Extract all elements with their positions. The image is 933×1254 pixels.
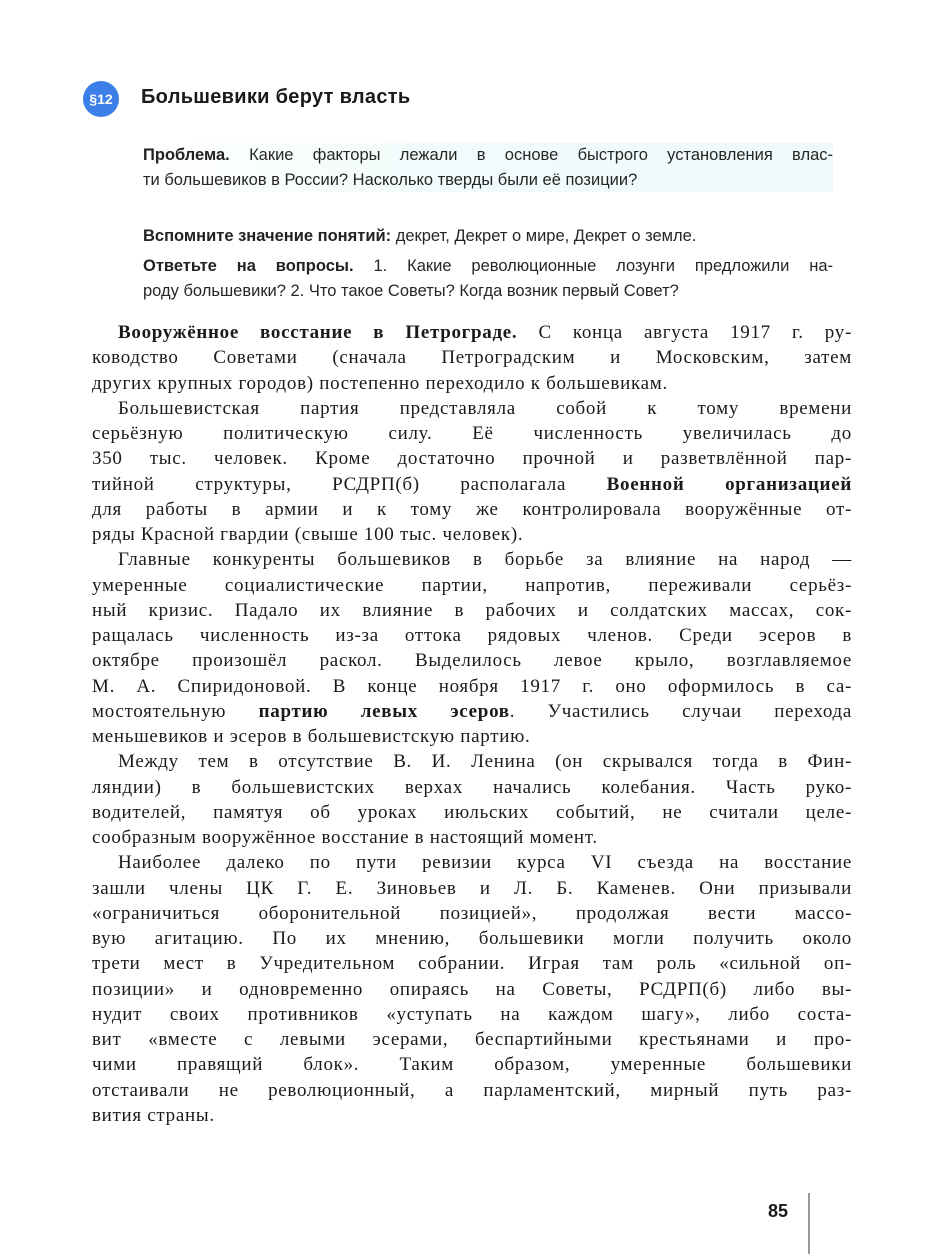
text-segment: серьёзную политическую силу. Её численность увеличилась до [92,423,852,444]
text-line [92,977,852,1002]
problem-line: ти большевиков в России? Насколько тверды были её позиции? [143,170,638,189]
text-line [92,623,852,648]
margin-rule [808,1193,810,1254]
text-segment: С конца августа 1917 г. ру- [517,322,852,343]
text-segment: вит «вместе с левыми эсерами, беспартийными крестьянами и про- [92,1029,852,1050]
text-segment: мостоятельную [92,700,259,722]
text-segment: других крупных городов) постепенно переходило к большевикам. [92,372,668,394]
text-line [92,775,852,800]
text-segment: вития страны. [92,1104,215,1126]
text-line [92,800,852,825]
text-segment: ный кризис. Падало их влияние в рабочих и солдатских массах, сок- [92,599,852,621]
recall-line [143,224,833,249]
text-segment: октябре произошёл раскол. Выделилось левое крыло, возглавляемое [92,650,852,672]
text-segment: меньшевиков и эсеров в большевистскую партию. [92,726,531,747]
questions-label: Ответьте на вопросы. [143,257,354,275]
text-line [92,320,852,345]
text-segment: М. А. Спиридоновой. В конце ноября 1917 г. оно оформилось в са- [92,675,852,697]
bold-term: партию левых эсеров [258,700,510,722]
text-segment: чими правящий блок». Таким образом, умеренные большевики [92,1054,852,1076]
text-line [92,371,852,396]
text-segment: 350 тыс. человек. Кроме достаточно прочной и разветвлённой пар- [92,448,852,470]
text-line [92,749,852,774]
text-line [92,825,852,850]
text-segment: позиции» и одновременно опираясь на Советы, РСДРП(б) либо вы- [92,978,852,1000]
paragraph [92,850,852,1128]
paragraph [92,320,852,396]
text-segment: трети мест в Учредительном собрании. Играя там роль «сильной оп- [92,953,852,975]
text-segment: ряды Красной гвардии (свыше 100 тыс. человек). [92,524,524,545]
text-line [92,1103,852,1128]
text-segment: вую агитацию. По их мнению, большевики могли получить около [92,928,852,949]
text-segment: ращалась численность из-за оттока рядовых членов. Среди эсеров в [92,625,852,646]
paragraph [92,547,852,749]
recall-block [143,224,833,249]
text-line [92,724,852,749]
questions-block [143,254,833,303]
text-segment: водителей, памятуя об уроках июльских событий, не считали целе- [92,801,852,823]
recall-label: Вспомните значение понятий: [143,227,392,245]
text-segment: сообразным вооружённое восстание в настоящий момент. [92,827,598,848]
text-line [92,497,852,522]
text-line [92,421,852,446]
text-segment: умеренные социалистические партии, напротив, переживали серьёз- [92,574,852,596]
text-segment: для работы в армии и к тому же контролировала вооружённые от- [92,498,852,520]
problem-label: Проблема. [143,146,230,164]
text-line [92,446,852,471]
body-text [92,320,852,1128]
text-segment: нудит своих противников «уступать на каждом шагу», либо соста- [92,1003,852,1025]
text-line [92,951,852,976]
text-segment: Большевистская партия представляла собой к тому времени [118,397,852,419]
text-line [92,876,852,901]
text-line [92,522,852,547]
text-segment: Наиболее далеко по пути ревизии курса VI съезда на восстание [118,852,852,874]
text-line [92,926,852,951]
text-segment: «ограничиться оборонительной позицией», продолжая вести массо- [92,902,852,924]
text-segment: отстаивали не революционный, а парламентский, мирный путь раз- [92,1079,852,1101]
text-line [92,1052,852,1077]
bold-term: Военной организацией [606,473,852,495]
text-line [92,598,852,623]
text-line [92,547,852,572]
text-line [92,396,852,421]
text-segment: . Участились случаи перехода [509,700,852,722]
questions-line [143,254,833,279]
text-line [92,1027,852,1052]
text-segment: зашли члены ЦК Г. Е. Зиновьев и Л. Б. Каменев. Они призывали [92,877,852,899]
text-line [92,674,852,699]
questions-text: 1. Какие революционные лозунги предложили на- [353,257,833,275]
text-segment: Главные конкуренты большевиков в борьбе за влияние на народ — [118,549,852,571]
questions-line: роду большевики? 2. Что такое Советы? Когда возник первый Совет? [143,281,679,300]
text-segment: Между тем в отсутствие В. И. Ленина (он скрывался тогда в Фин- [118,751,852,773]
paragraph [92,749,852,850]
text-line [92,573,852,598]
problem-block [143,143,833,192]
section-badge: §12 [83,81,119,117]
text-segment: ководство Советами (сначала Петроградским и Московским, затем [92,347,852,369]
problem-line [143,143,833,168]
text-segment: ляндии) в большевистских верхах начались колебания. Часть руко- [92,776,852,798]
text-line [92,1002,852,1027]
text-segment: тийной структуры, РСДРП(б) располагала [92,473,607,495]
text-line [92,699,852,724]
text-line [92,345,852,370]
text-line [92,472,852,497]
bold-term: Вооружённое восстание в Петрограде. [118,322,518,343]
problem-text: Какие факторы лежали в основе быстрого установления влас- [229,146,833,164]
text-line [92,850,852,875]
page-title: Большевики берут власть [141,86,411,108]
text-line [92,901,852,926]
recall-text: декрет, Декрет о мире, Декрет о земле. [391,227,697,245]
text-line [92,648,852,673]
page-number: 85 [768,1201,789,1221]
text-line [92,1078,852,1103]
paragraph [92,396,852,548]
